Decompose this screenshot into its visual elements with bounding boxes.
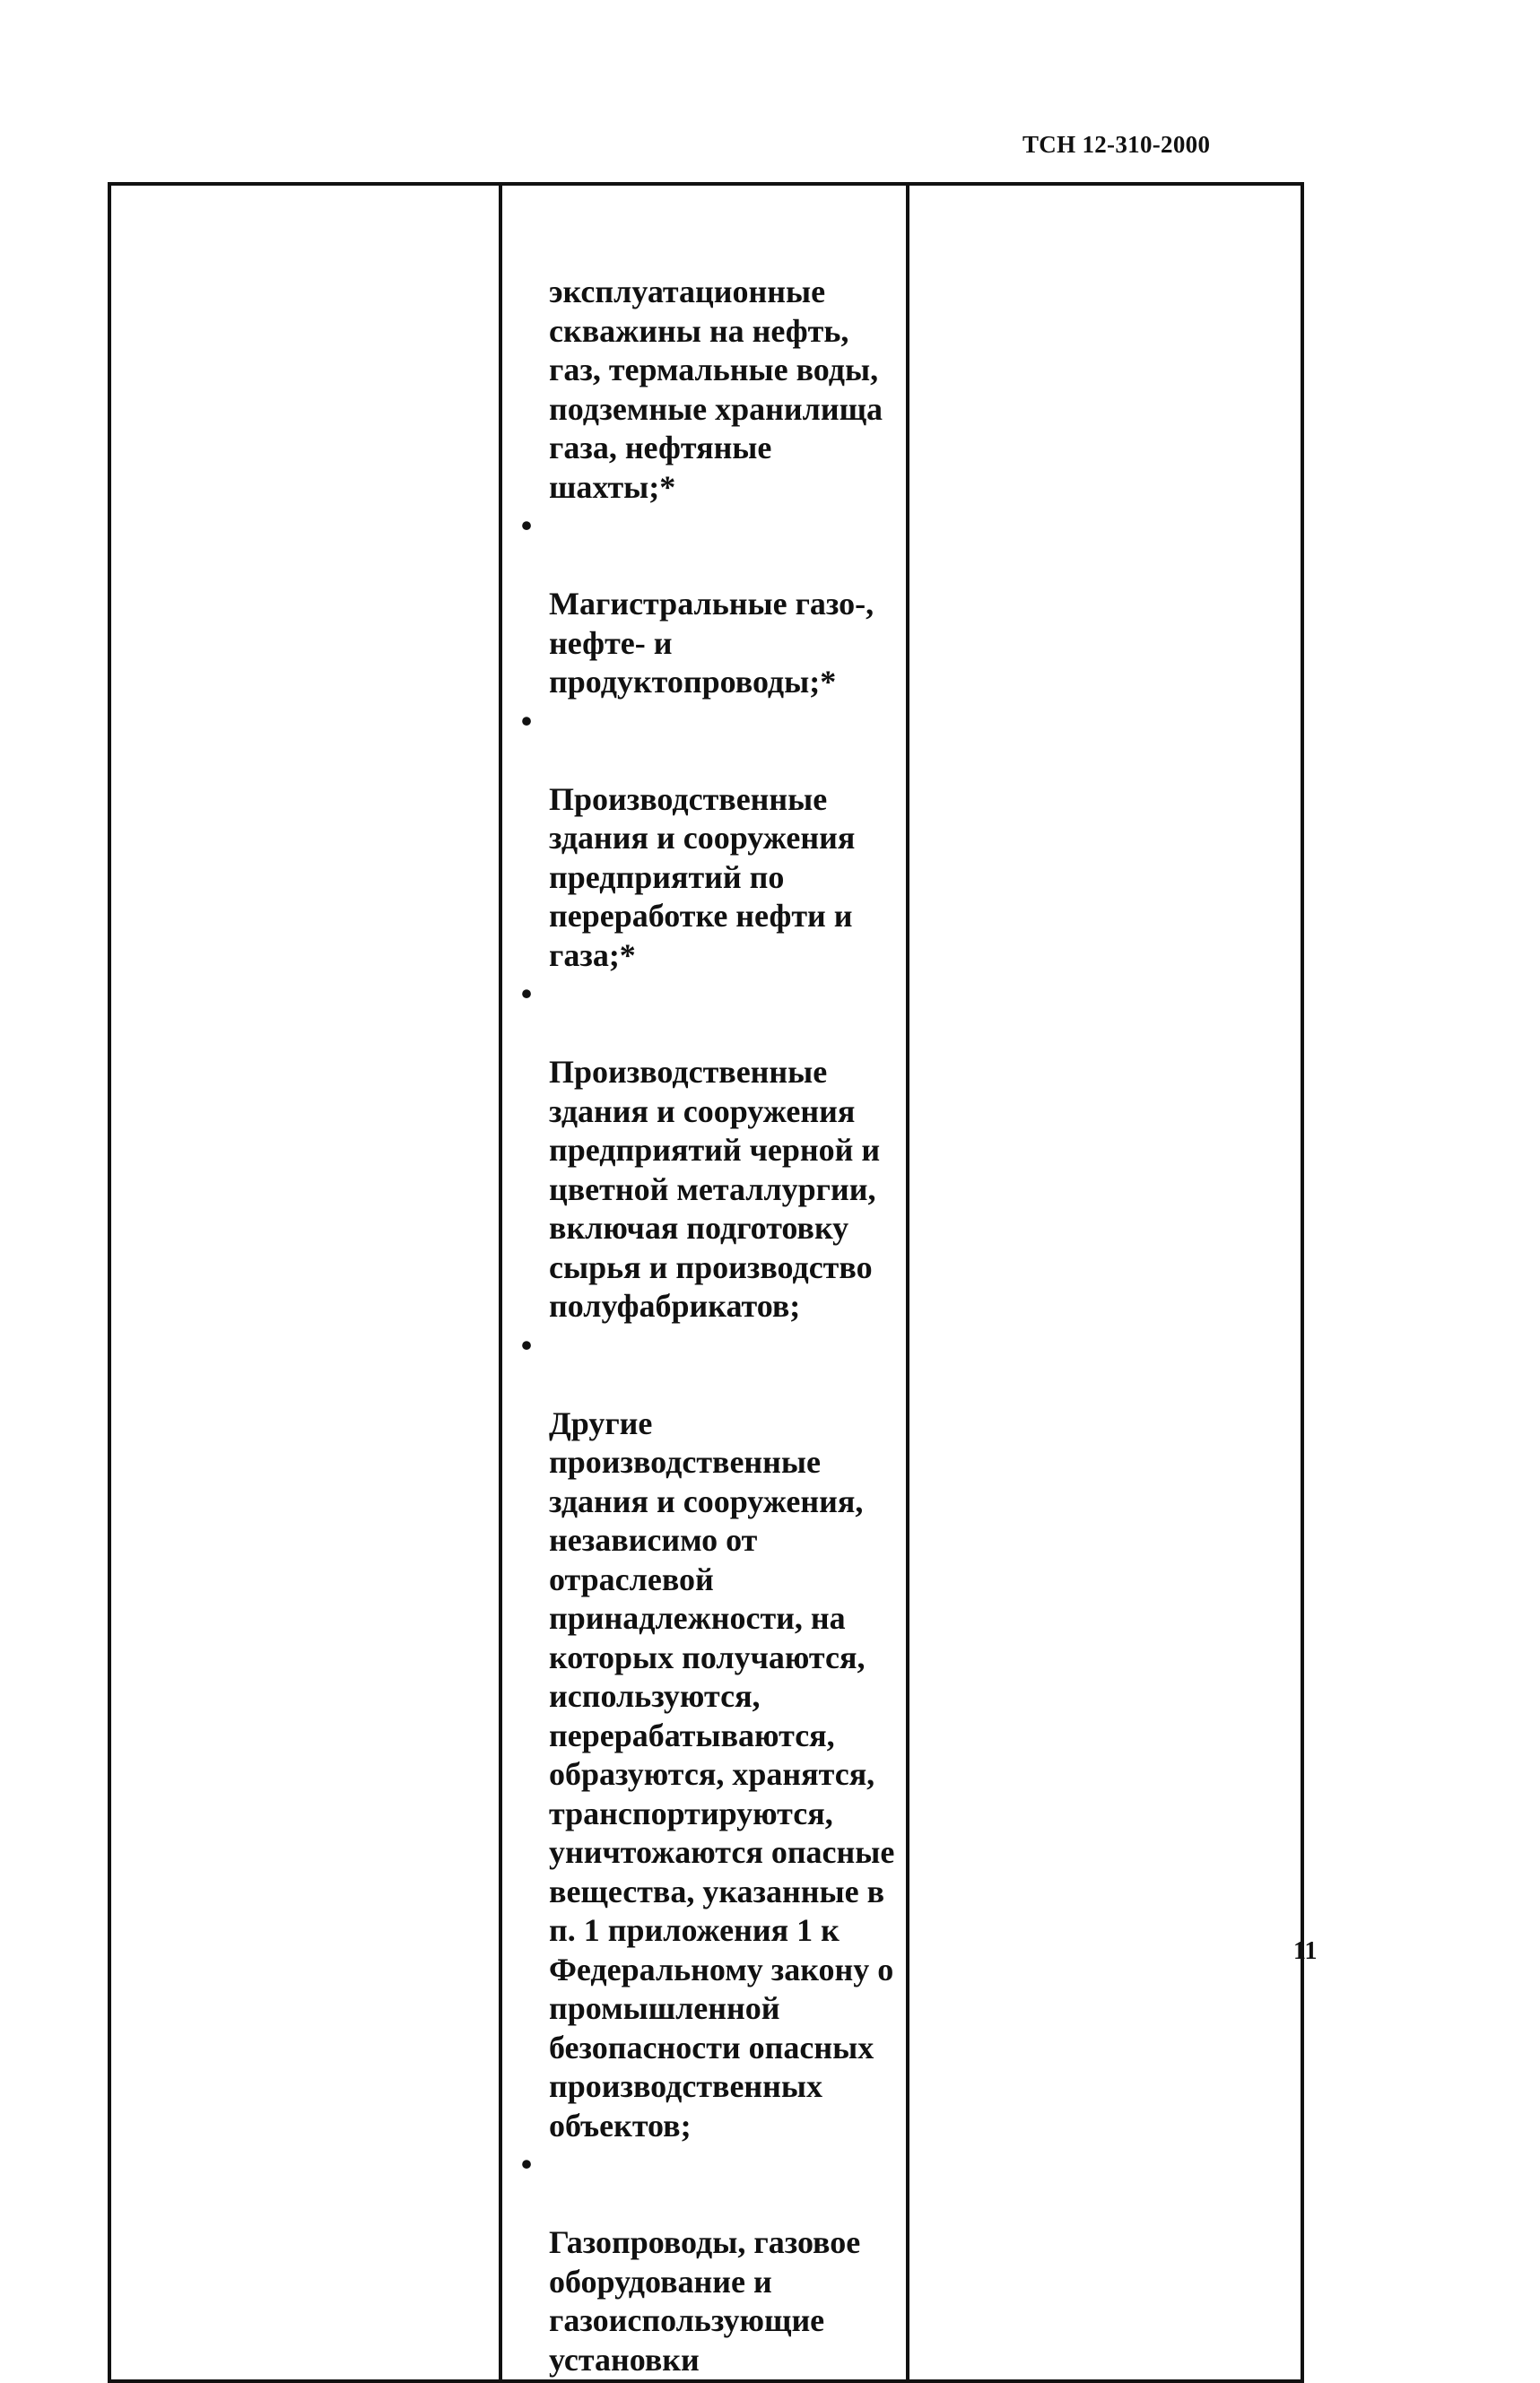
- list-item-text: Газопроводы, газовое оборудование и газоиспользующие установки: [549, 2224, 861, 2378]
- document-code: ТСН 12-310-2000: [1022, 131, 1211, 158]
- list-item-text: Магистральные газо-, нефте- и продуктопроводы;*: [549, 586, 874, 700]
- page-number: 11: [1293, 1937, 1318, 1965]
- list-item: [509, 1326, 897, 2146]
- bullet-marker: •: [520, 508, 533, 544]
- bullet-marker: •: [520, 1326, 533, 1363]
- list-item: [509, 702, 897, 976]
- list-item: [509, 195, 897, 507]
- list-item-text: эксплуатационные скважины на нефть, газ, термальные воды, подземные хранилища газа, нефтяные шахты;*: [549, 274, 883, 505]
- bullet-marker: •: [520, 2146, 533, 2182]
- list-item: [509, 975, 897, 1326]
- table-cell-right-empty: [908, 184, 1302, 2381]
- table-cell-left-empty: [109, 184, 500, 2381]
- list-item: [509, 507, 897, 702]
- list-item-text: Производственные здания и сооружения предприятий черной и цветной металлургии, включая подготовку сырья и производство полуфабрикатов;: [549, 1054, 881, 1324]
- list-item: [509, 2145, 897, 2379]
- bullet-marker: •: [520, 702, 533, 739]
- list-item-text: Производственные здания и сооружения предприятий по переработке нефти и газа;*: [549, 780, 856, 973]
- content-table: [108, 182, 1304, 2383]
- bullet-marker: •: [520, 976, 533, 1012]
- list-item-text: Другие производственные здания и сооружения, независимо от отраслевой принадлежности, на которых получаются, используются, перерабатываются, образуются, хранятся, транспортируются, уничтожаются опасные вещества, указанные в п. 1 приложения 1 к Федеральному закону о промышленной безопасности опасных производственных объектов;: [549, 1405, 895, 2144]
- table-row: [109, 184, 1302, 2381]
- table-cell-middle: [500, 184, 908, 2381]
